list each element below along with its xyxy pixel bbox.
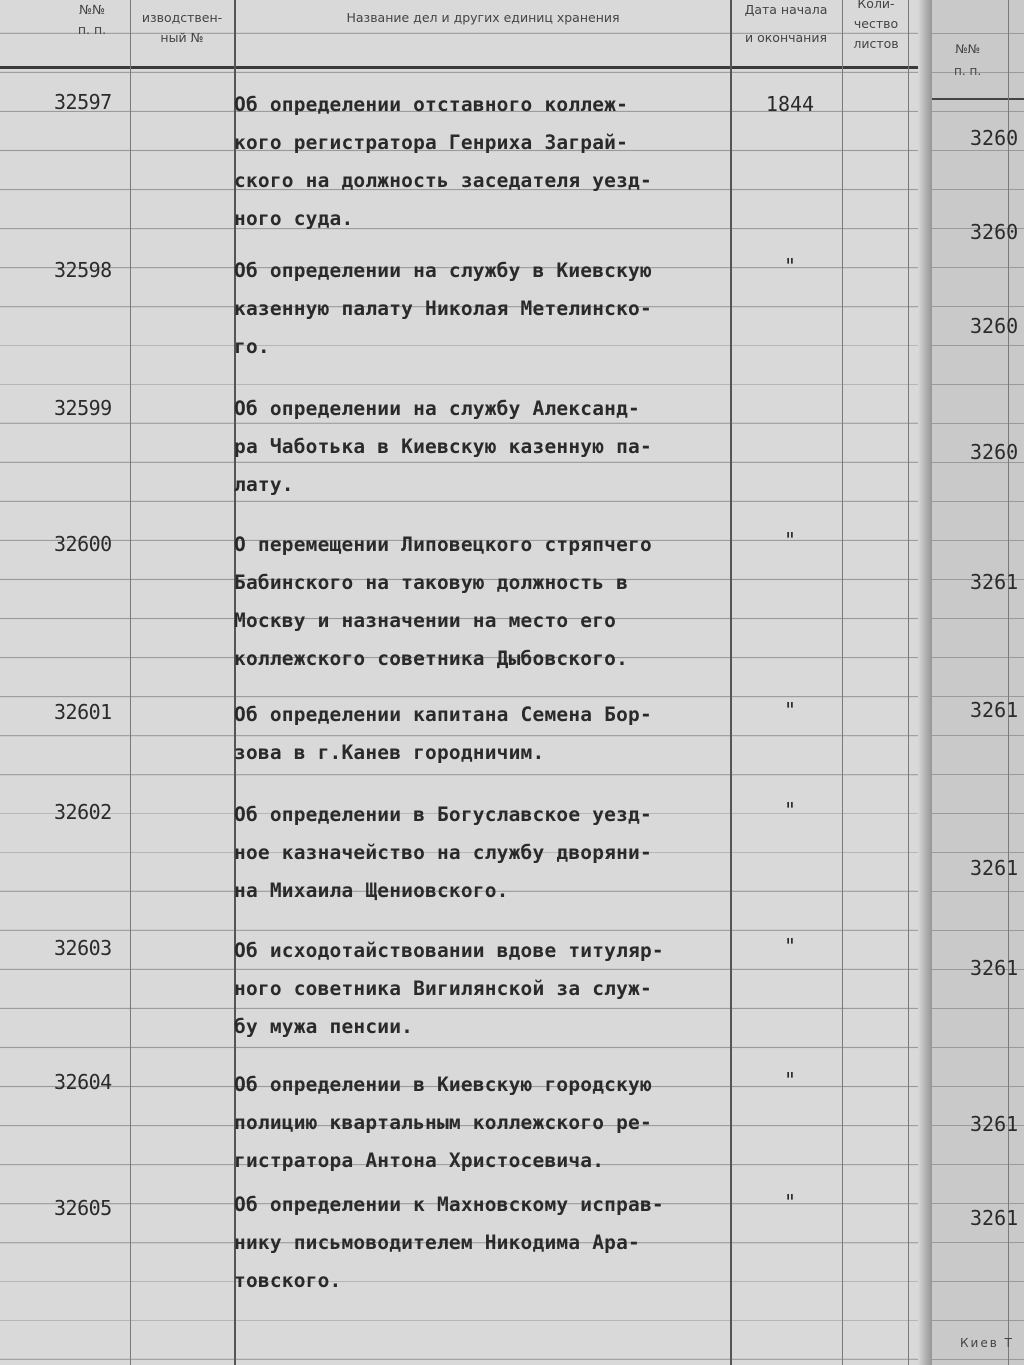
row-title: Об определении в Киевскую городскую полицию квартальным коллежского ре- гистратора Антона Христосевича. [234, 1073, 652, 1172]
row-title: Об исходотайствовании вдове титуляр- ного советника Вигилянской за служ- бу мужа пенсии. [234, 939, 664, 1038]
row-title: Об определении капитана Семена Бор- зова в г.Канев городничим. [234, 703, 652, 764]
footer-text: Киев Т [960, 1336, 1014, 1350]
row-number: 3260 [970, 440, 1019, 464]
row-number: 3260 [970, 314, 1019, 338]
row-number: 3261 [970, 570, 1019, 594]
row-number: 3261 [970, 1206, 1019, 1230]
row-date: " [783, 1190, 797, 1214]
column-divider [130, 0, 131, 1365]
ledger-page-right [932, 0, 1024, 1365]
header-col-prod: изводствен- ный № [141, 10, 223, 45]
header-rule [932, 98, 1024, 100]
header-col-num: №№ п. п. [77, 2, 107, 37]
row-number: 3261 [970, 956, 1019, 980]
row-date: " [783, 934, 797, 958]
row-number: 3261 [970, 698, 1019, 722]
row-number: 3260 [970, 220, 1019, 244]
row-date: " [783, 798, 797, 822]
row-number: 32600 [54, 532, 112, 556]
row-date: " [783, 254, 797, 278]
row-number: 32602 [54, 800, 112, 824]
row-date: 1844 [765, 92, 815, 116]
row-date: " [783, 698, 797, 722]
row-number: 32601 [54, 700, 112, 724]
header-rule [0, 66, 930, 69]
row-number: 32604 [54, 1070, 112, 1094]
header-col-title: Название дел и других единиц хранения [346, 10, 620, 25]
row-number: 3261 [970, 856, 1019, 880]
header-col-num: №№ п. п. [954, 42, 982, 78]
row-title: Об определении на службу в Киевскую казенную палату Николая Метелинско- го. [234, 259, 652, 358]
row-date: " [783, 1068, 797, 1092]
column-divider [842, 0, 843, 1365]
row-date: " [783, 528, 797, 552]
column-divider [1008, 0, 1009, 1365]
header-col-sheets: Коли- чество листов [853, 0, 899, 51]
row-number: 32598 [54, 258, 112, 282]
row-title: Об определении на службу Александ- ра Чаботька в Киевскую казенную па- лату. [234, 397, 652, 496]
row-number: 32599 [54, 396, 112, 420]
header-col-date: Дата начала и окончания [744, 2, 828, 45]
row-number: 32603 [54, 936, 112, 960]
column-divider [908, 0, 909, 1365]
row-title: Об определении в Богуславское уезд- ное казначейство на службу дворяни- на Михаила Щениовского. [234, 803, 652, 902]
row-title: Об определении к Махновскому исправ- нику письмоводителем Никодима Ара- товского. [234, 1193, 664, 1292]
row-title: О перемещении Липовецкого стряпчего Бабинского на таковую должность в Москву и назначении на место его коллежского советника Дыбовского. [234, 533, 652, 670]
row-number: 3260 [970, 126, 1019, 150]
row-number: 32597 [54, 90, 112, 114]
row-number: 32605 [54, 1196, 112, 1220]
row-title: Об определении отставного коллеж- кого регистратора Генриха Заграй- ского на должность заседателя уезд- ного суда. [234, 93, 652, 230]
row-number: 3261 [970, 1112, 1019, 1136]
